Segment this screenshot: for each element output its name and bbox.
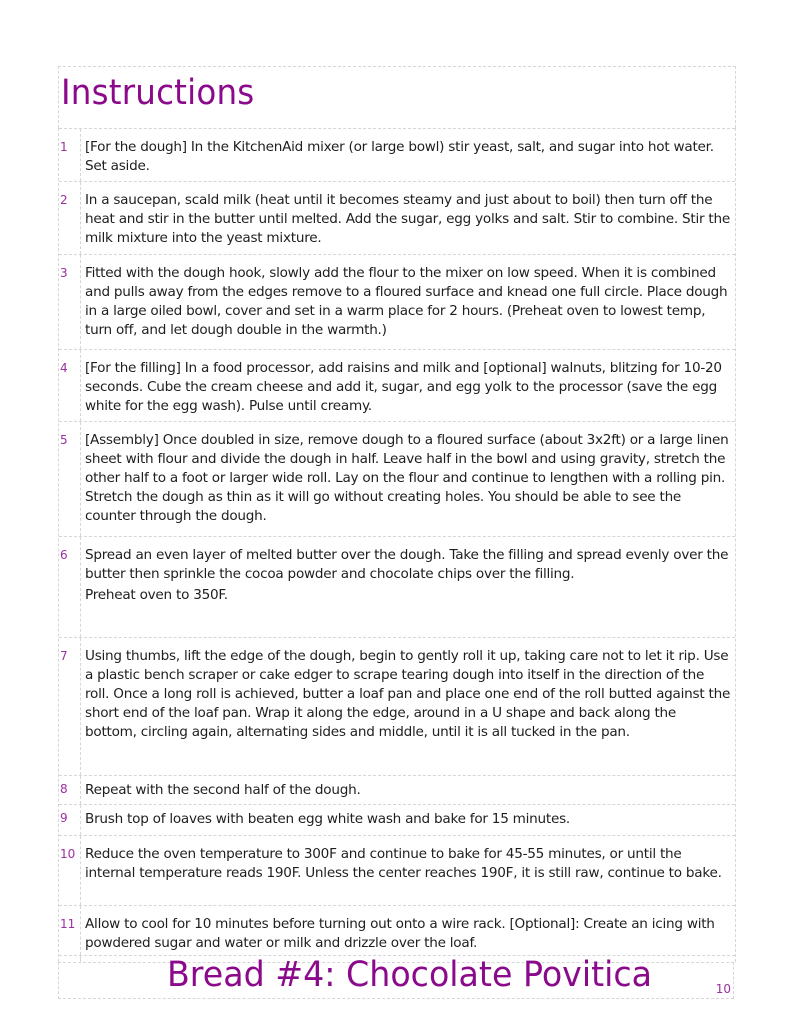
- instructions-table: [58, 128, 736, 962]
- step-row: [59, 128, 735, 181]
- step-number: 6: [59, 537, 81, 637]
- step-paragraph: Using thumbs, lift the edge of the dough, begin to gently roll it up, taking care not to let it rip. Use a plastic bench scraper or cake edger to scrape tearing dough into itself in the direction of the roll. Once a long roll is achieved, butter a loaf pan and place one end of the roll butted against the short end of the loaf pan. Wrap it along the edge, around in a U shape and back along the bottom, circling again, alternating sides and middle, until it is all tucked in the pan.: [85, 648, 731, 740]
- step-number: 7: [59, 638, 81, 775]
- step-paragraph: In a saucepan, scald milk (heat until it becomes steamy and just about to boil) then turn off the heat and stir in the butter until melted. Add the sugar, egg yolks and salt. Stir to combine. Stir the milk mixture into the yeast mixture.: [85, 192, 730, 246]
- step-row: [59, 835, 735, 905]
- step-text: [81, 255, 735, 349]
- step-row: [59, 775, 735, 804]
- step-text: [81, 422, 735, 536]
- footer: [58, 955, 734, 999]
- step-row: [59, 349, 735, 421]
- recipe-title: Bread #4: Chocolate Povitica: [167, 955, 653, 995]
- step-text: [81, 129, 735, 181]
- step-paragraph: Spread an even layer of melted butter over the dough. Take the filling and spread evenly over the butter then sprinkle the cocoa powder and chocolate chips over the filling.: [85, 547, 729, 582]
- step-number: 1: [59, 129, 81, 181]
- step-paragraph: Preheat oven to 350F.: [85, 587, 228, 603]
- step-paragraph: [Assembly] Once doubled in size, remove dough to a floured surface (about 3x2ft) or a large linen sheet with flour and divide the dough in half. Leave half in the bowl and using gravity, stretch the other half to a foot or larger wide roll. Lay on the flour and continue to lengthen with a rolling pin. Stretch the dough as thin as it will go without creating holes. You should be able to see the counter through the dough.: [85, 432, 729, 524]
- step-text: [81, 836, 735, 905]
- step-row: [59, 421, 735, 536]
- step-paragraph: [For the filling] In a food processor, add raisins and milk and [optional] walnuts, blitzing for 10-20 seconds. Cube the cream cheese and add it, sugar, and egg yolk to the processor (save the egg white for the egg wash). Pulse until creamy.: [85, 360, 722, 414]
- page-number: 10: [715, 982, 731, 996]
- step-number: 11: [59, 906, 81, 955]
- step-row: [59, 905, 735, 955]
- step-text: [81, 182, 735, 254]
- step-row: [59, 804, 735, 835]
- step-number: 3: [59, 255, 81, 349]
- step-row: [59, 637, 735, 775]
- step-number: 9: [59, 805, 81, 835]
- heading-section: [58, 66, 736, 128]
- step-paragraph: Fitted with the dough hook, slowly add the flour to the mixer on low speed. When it is combined and pulls away from the edges remove to a floured surface and knead one full circle. Place dough in a large oiled bowl, cover and set in a warm place for 2 hours. (Preheat oven to lowest temp, turn off, and let dough double in the warmth.): [85, 265, 728, 338]
- page-title: Instructions: [61, 73, 255, 113]
- step-paragraph: Repeat with the second half of the dough.: [85, 782, 361, 798]
- step-paragraph: Allow to cool for 10 minutes before turning out onto a wire rack. [Optional]: Create an icing with powdered sugar and water or milk and drizzle over the loaf.: [85, 916, 715, 951]
- step-text: [81, 906, 735, 955]
- step-number: 4: [59, 350, 81, 421]
- step-text: [81, 776, 735, 804]
- step-text: [81, 638, 735, 775]
- step-paragraph: [For the dough] In the KitchenAid mixer (or large bowl) stir yeast, salt, and sugar into hot water. Set aside.: [85, 139, 714, 174]
- step-number: 10: [59, 836, 81, 905]
- step-text: [81, 350, 735, 421]
- step-row: [59, 254, 735, 349]
- step-row: [59, 181, 735, 254]
- step-number: 8: [59, 776, 81, 804]
- step-number: 5: [59, 422, 81, 536]
- step-number: 2: [59, 182, 81, 254]
- step-text: [81, 537, 735, 637]
- step-row: [59, 536, 735, 637]
- step-text: [81, 805, 735, 835]
- step-paragraph: Brush top of loaves with beaten egg white wash and bake for 15 minutes.: [85, 811, 571, 827]
- step-paragraph: Reduce the oven temperature to 300F and continue to bake for 45-55 minutes, or until the internal temperature reads 190F. Unless the center reaches 190F, it is still raw, continue to bake.: [85, 846, 722, 881]
